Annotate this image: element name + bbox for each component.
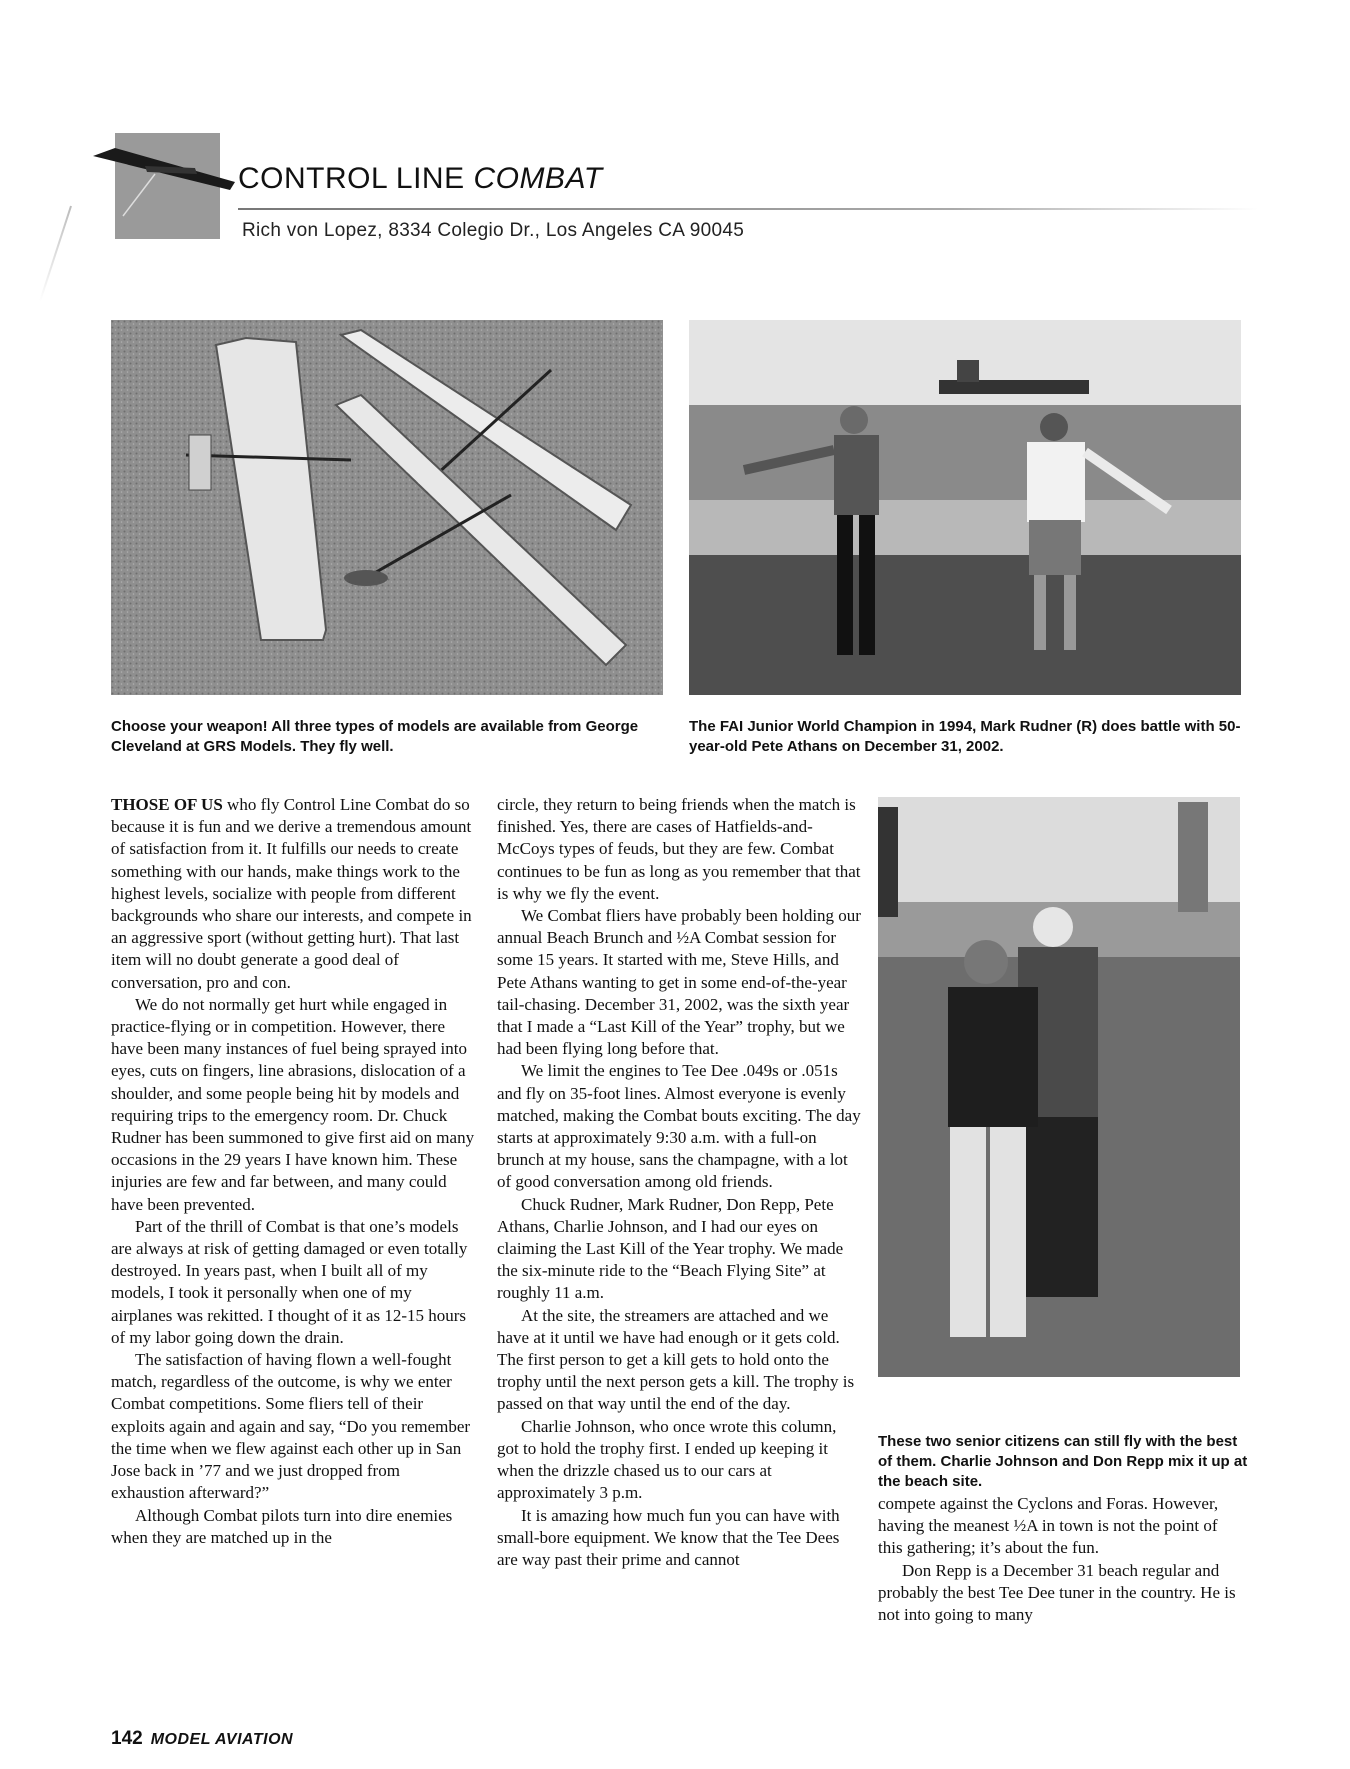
page-footer — [111, 1728, 293, 1750]
article-paragraph: We do not normally get hurt while engaged in practice-flying or in competition. However, there have been many instances of fuel being sprayed into eyes, cuts on fingers, line abrasions, dislocation of a shoulder, and some people being hit by models and requiring trips to the emergency room. Dr. Chuck Rudner has been summoned to give first aid on many occasions in the 29 years I have known him. These injuries are few and far between, and many could have been prevented. — [111, 994, 475, 1214]
author-address: Rich von Lopez, 8334 Colegio Dr., Los Angeles CA 90045 — [242, 220, 745, 241]
caption-senior-flyers: These two senior citizens can still fly with the best of them. Charlie Johnson and Don Repp mix it up at the beach site. — [878, 1433, 1248, 1490]
caption-combat-models: Choose your weapon! All three types of models are available from George Cleveland at GRS Models. They fly well. — [111, 718, 639, 755]
article-paragraph: Although Combat pilots turn into dire enemies when they are matched up in the — [111, 1505, 453, 1547]
article-paragraph: The satisfaction of having flown a well-fought match, regardless of the outcome, is why we enter Combat competitions. Some fliers tell of their exploits again and again and say, “Do you remember the time when we flew against each other up in San Jose back in ’77 and we just dropped from exhaustion afterward?” — [111, 1350, 471, 1503]
article-paragraph: Charlie Johnson, who once wrote this column, got to hold the trophy first. I ended up keeping it when the drizzle chased us to our cars at approximately 3 p.m. — [497, 1416, 837, 1503]
article-paragraph: compete against the Cyclons and Foras. However, having the meanest ½A in town is not the point of this gathering; it’s about the fun. — [878, 1494, 1219, 1558]
magazine-name: MODEL AVIATION — [150, 1731, 294, 1748]
article-paragraph: At the site, the streamers are attached and we have at it until we have had enough or it gets cold. The first person to get a kill gets to hold onto the trophy until the next person gets a kill. The trophy is passed on that way until the end of the day. — [497, 1305, 855, 1414]
article-paragraph: It is amazing how much fun you can have with small-bore equipment. We know that the Tee Dees are way past their prime and cannot — [497, 1505, 840, 1569]
header-line-tail — [39, 206, 72, 302]
article-column-3 — [878, 1493, 1240, 1626]
caption-beach-flyers: The FAI Junior World Champion in 1994, Mark Rudner (R) does battle with 50-year-old Pete Athans on December 31, 2002. — [689, 718, 1241, 755]
article-column-2 — [497, 794, 861, 1571]
article-paragraph: Chuck Rudner, Mark Rudner, Don Repp, Pete Athans, Charlie Johnson, and I had our eyes on claiming the Last Kill of the Year trophy. We made the six-minute ride to the “Beach Flying Site” at roughly 11 a.m. — [497, 1194, 844, 1303]
photo-beach-flyers — [689, 320, 1241, 695]
article-lead-in: THOSE OF US — [111, 795, 223, 814]
photo-senior-flyers — [878, 797, 1240, 1377]
column-title-italic: COMBAT — [473, 162, 603, 195]
column-title — [238, 162, 603, 196]
article-paragraph: circle, they return to being friends when the match is finished. Yes, there are cases of Hatfields-and-McCoys types of feuds, but they are few. Combat continues to be fun as long as you remember that that is why we fly the event. — [497, 795, 861, 903]
article-column-1 — [111, 794, 475, 1549]
article-paragraph: We Combat fliers have probably been holding our annual Beach Brunch and ½A Combat session for some 15 years. It started with me, Steve Hills, and Pete Athans wanting to get in some end-of-the-year tail-chasing. December 31, 2002, was the sixth year that I made a “Last Kill of the Year” trophy, but we had been flying long before that. — [497, 906, 861, 1059]
page-number: 142 — [111, 1728, 143, 1749]
column-title-main: CONTROL LINE — [238, 162, 474, 195]
header-rule — [238, 208, 1258, 210]
article-paragraph: We limit the engines to Tee Dee .049s or .051s and fly on 35-foot lines. Almost everyone is evenly matched, making the Combat bouts exciting. The day starts at approximately 9:30 a.m. with a full-on brunch at my house, sans the champagne, with a lot of good conversation among old friends. — [497, 1061, 861, 1192]
article-paragraph: Don Repp is a December 31 beach regular and probably the best Tee Dee tuner in the country. He is not into going to many — [878, 1560, 1236, 1625]
photo-combat-models — [111, 320, 663, 695]
article-paragraph: Part of the thrill of Combat is that one’s models are always at risk of getting damaged or even totally destroyed. In years past, when I built all of my models, I took it personally when one of my airplanes was rekitted. I thought of it as 12-15 hours of my labor going down the drain. — [111, 1216, 468, 1347]
article-paragraph: THOSE OF US who fly Control Line Combat do so because it is fun and we derive a tremendous amount of satisfaction from it. It fulfills our needs to create something with our hands, make things work to the highest levels, socialize with people from different backgrounds who share our interests, and compete in an aggressive sport (without getting hurt). That last item will no doubt generate a good deal of conversation, pro and con. — [111, 795, 472, 992]
